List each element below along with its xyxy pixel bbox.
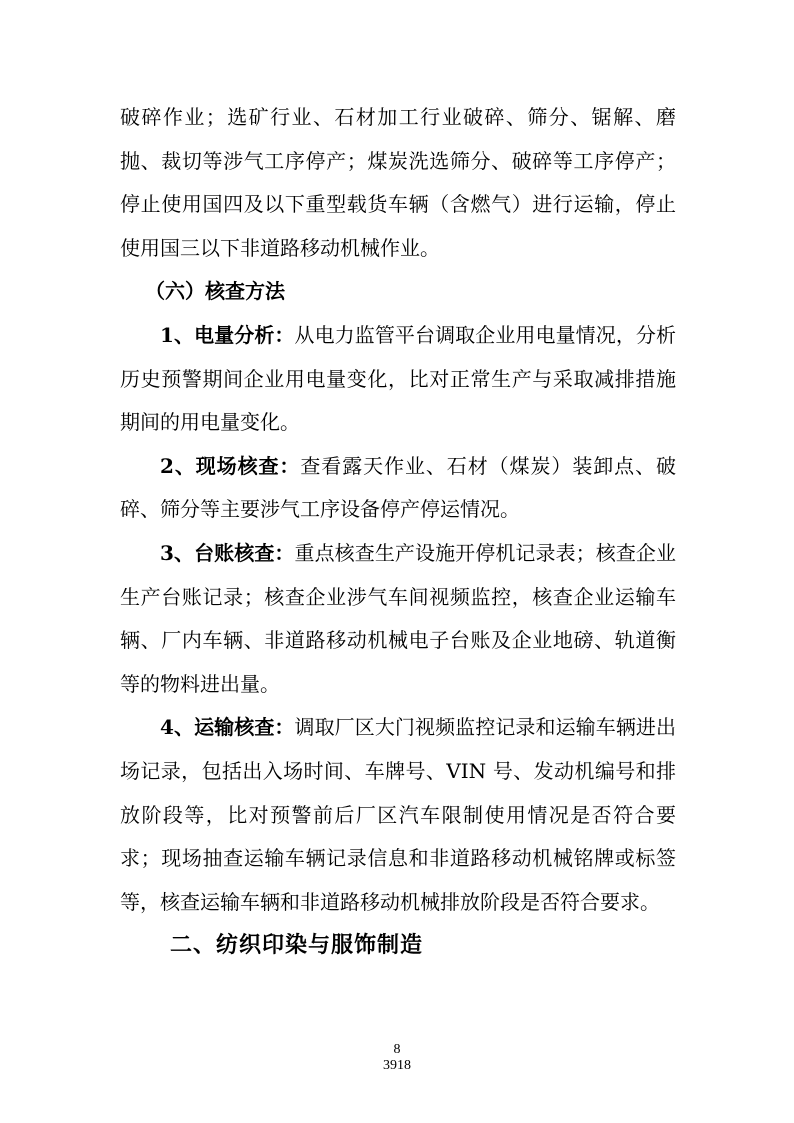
item-electricity-analysis bbox=[120, 314, 676, 445]
item-ledger-inspection bbox=[120, 532, 676, 706]
item-lead: 3、台账核查： bbox=[160, 540, 295, 565]
item-site-inspection bbox=[120, 445, 676, 532]
body-text bbox=[120, 96, 676, 924]
item-text: 查看露天作业、石材（煤炭）装卸点、破碎、筛分等主要涉气工序设备停产停运情况。 bbox=[120, 453, 676, 522]
item-text: 重点核查生产设施开停机记录表；核查企业生产台账记录；核查企业涉气车间视频监控，核查企业运输车辆、厂内车辆、非道路移动机械电子台账及企业地磅、轨道衡等的物料进出量。 bbox=[120, 540, 676, 696]
subsection-heading: （六）核查方法 bbox=[145, 279, 285, 304]
item-lead: 2、现场核查： bbox=[160, 453, 301, 478]
paragraph-continuation: 破碎作业；选矿行业、石材加工行业破碎、筛分、锯解、磨抛、裁切等涉气工序停产；煤炭洗选筛分、破碎等工序停产；停止使用国四及以下重型载货车辆（含燃气）进行运输，停止使用国三以下非道路移动机械作业。 bbox=[120, 105, 676, 260]
item-lead: 1、电量分析： bbox=[160, 322, 295, 347]
section-title: 二、纺织印染与服饰制造 bbox=[170, 933, 424, 958]
page-number-total: 3918 bbox=[383, 1058, 411, 1073]
item-text: 调取厂区大门视频监控记录和运输车辆进出场记录，包括出入场时间、车牌号、VIN 号、发动机编号和排放阶段等，比对预警前后厂区汽车限制使用情况是否符合要求；现场抽查运输车辆记录信息和非道路移动机械铭牌或标签等，核查运输车辆和非道路移动机械排放阶段是否符合要求。 bbox=[120, 715, 676, 914]
item-transport-inspection bbox=[120, 706, 676, 924]
item-lead: 4、运输核查： bbox=[160, 715, 295, 740]
item-text: 从电力监管平台调取企业用电量情况，分析历史预警期间企业用电量变化，比对正常生产与采取减排措施期间的用电量变化。 bbox=[120, 322, 676, 435]
page-number: 8 bbox=[393, 1042, 401, 1057]
